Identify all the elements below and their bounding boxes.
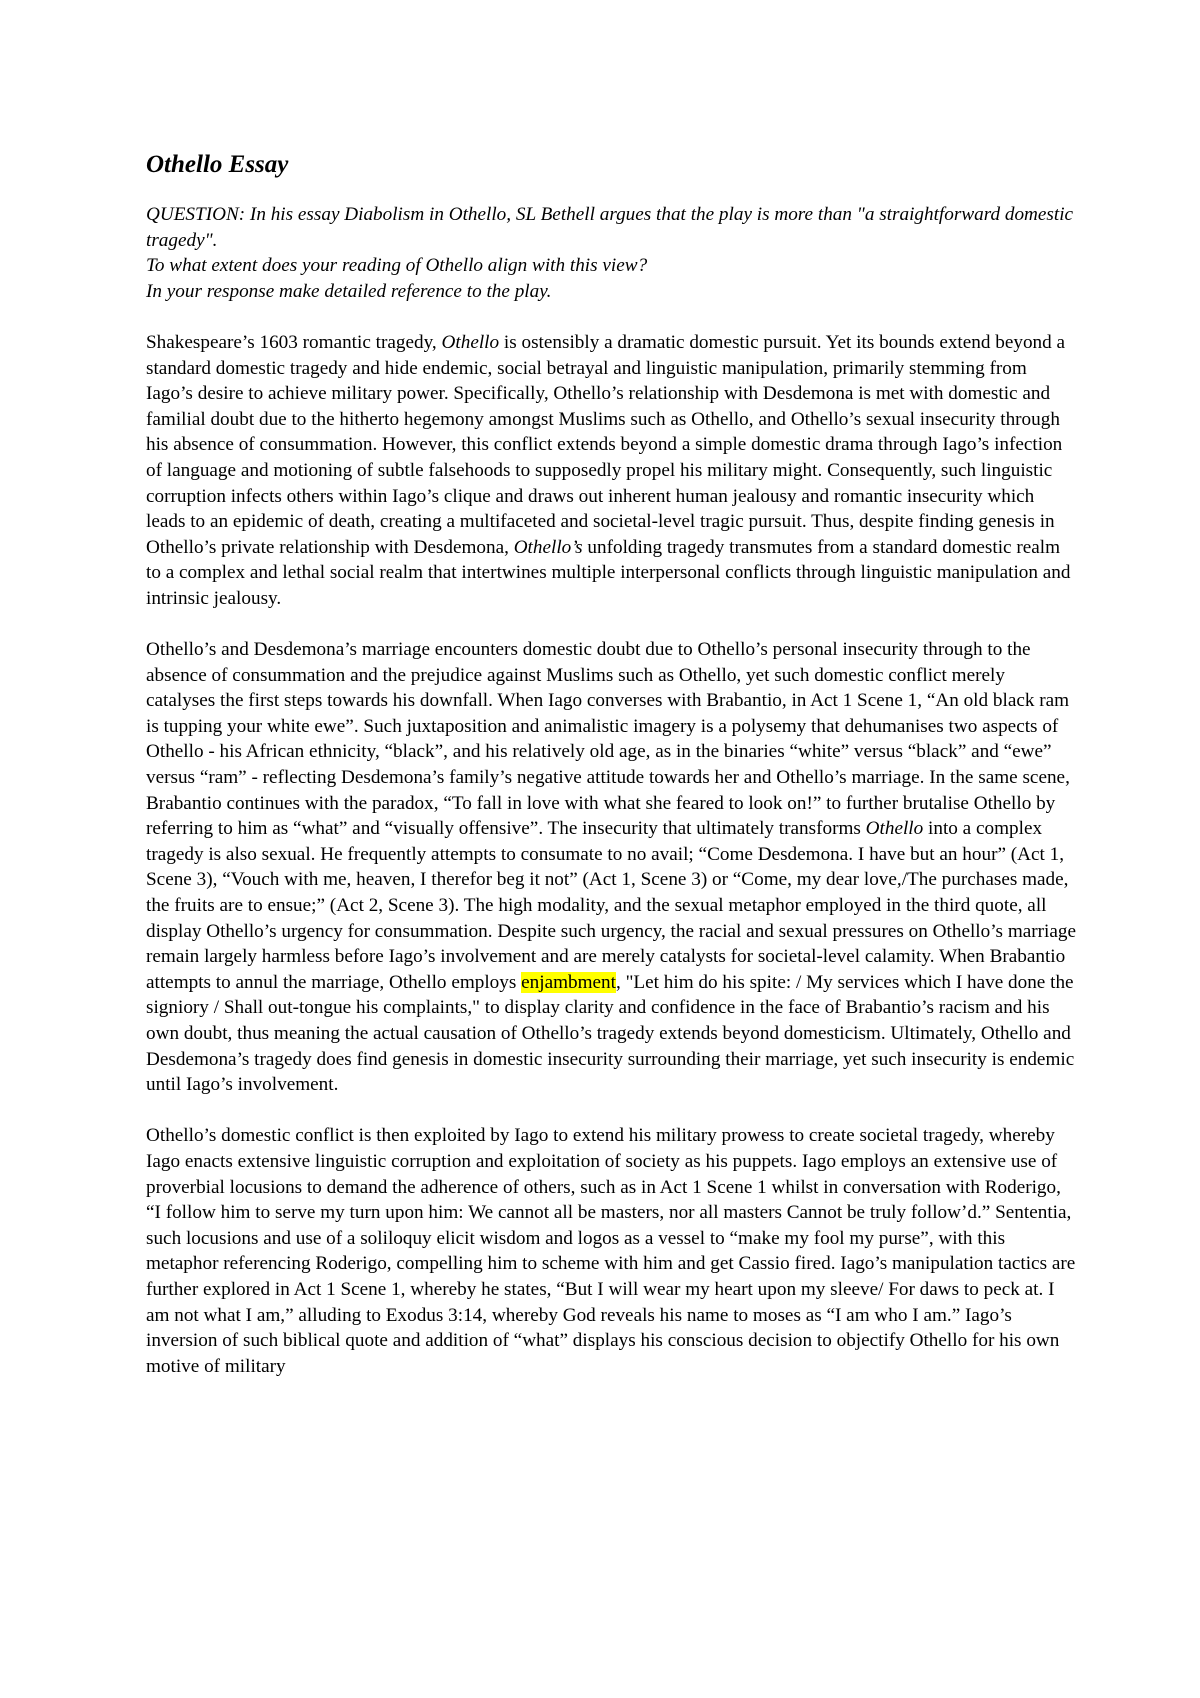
paragraph-body-2 bbox=[146, 1123, 1076, 1379]
text-run: is ostensibly a dramatic domestic pursuit. Yet its bounds extend beyond a standard domestic tragedy and hide endemic, social betrayal and linguistic manipulation, primarily stemming from Iago’s desire to achieve military power. Specifically, Othello’s relationship with Desdemona is met with domestic and familial doubt due to the hitherto hegemony amongst Muslims such as Othello, and Othello’s sexual insecurity through his absence of consummation. However, this conflict extends beyond a simple domestic drama through Iago’s infection of language and motioning of subtle falsehoods to supposedly propel his military might. Consequently, such linguistic corruption infects others within Iago’s clique and draws out inherent human jealousy and romantic insecurity which leads to an epidemic of death, creating a multifaceted and societal-level tragic pursuit. Thus, despite finding genesis in Othello’s private relationship with Desdemona, bbox=[146, 331, 1066, 558]
text-run: Shakespeare’s 1603 romantic tragedy, bbox=[146, 331, 442, 353]
italic-title: Othello’s bbox=[513, 536, 583, 558]
question-line: QUESTION: In his essay Diabolism in Othello, SL Bethell argues that the play is more than "a straightforward domestic tragedy". bbox=[146, 204, 1074, 251]
text-run: Othello’s domestic conflict is then exploited by Iago to extend his military prowess to create societal tragedy, whereby Iago enacts extensive linguistic corruption and exploitation of society as his puppets. Iago employs an extensive use of proverbial locusions to demand the adherence of others, such as in Act 1 Scene 1 whilst in conversation with Roderigo, “I follow him to serve my turn upon him: We cannot all be masters, nor all masters Cannot be truly follow’d.” Sententia, such locusions and use of a soliloquy elicit wisdom and logos as a vessel to “make my fool my purse”, with this metaphor referencing Roderigo, compelling him to scheme with him and get Cassio fired. Iago’s manipulation tactics are further explored in Act 1 Scene 1, whereby he states, “But I will wear my heart upon my sleeve/ For daws to peck at. I am not what I am,” alluding to Exodus 3:14, whereby God reveals his name to moses as “I am who I am.” Iago’s inversion of such biblical quote and addition of “what” displays his conscious decision to objectify Othello for his own motive of military bbox=[146, 1125, 1076, 1377]
essay-title: Othello Essay bbox=[146, 151, 289, 178]
paragraph-introduction bbox=[146, 330, 1076, 612]
question-line: To what extent does your reading of Othello align with this view? bbox=[146, 255, 648, 277]
text-run: unfolding tragedy transmutes from a standard domestic realm to a complex and lethal social realm that intertwines multiple interpersonal conflicts through linguistic manipulation and intrinsic jealousy. bbox=[146, 536, 1071, 609]
highlighted-word: enjambment bbox=[521, 971, 616, 993]
question-line: In your response make detailed reference to the play. bbox=[146, 280, 552, 302]
paragraph-body-1 bbox=[146, 637, 1076, 1098]
italic-title: Othello bbox=[865, 818, 924, 840]
text-run: , "Let him do his spite: / My services which I have done the signiory / Shall out-tongue his complaints," to display clarity and confidence in the face of Brabantio’s racism and his own doubt, thus meaning the actual causation of Othello’s tragedy extends beyond domesticism. Ultimately, Othello and Desdemona’s tragedy does find genesis in domestic insecurity surrounding their marriage, yet such insecurity is endemic until Iago’s involvement. bbox=[146, 971, 1075, 1096]
italic-title: Othello bbox=[441, 331, 500, 353]
text-run: into a complex tragedy is also sexual. He frequently attempts to consumate to no avail; “Come Desdemona. I have but an hour” (Act 1, Scene 3), “Vouch with me, heaven, I therefor beg it not” (Act 1, Scene 3) or “Come, my dear love,/The purchases made, the fruits are to ensue;” (Act 2, Scene 3). The high modality, and the sexual metaphor employed in the third quote, all display Othello’s urgency for consummation. Despite such urgency, the racial and sexual pressures on Othello’s marriage remain largely harmless before Iago’s involvement and are merely catalysts for societal-level calamity. When Brabantio attempts to annul the marriage, Othello employs bbox=[146, 818, 1076, 993]
text-run: Othello’s and Desdemona’s marriage encounters domestic doubt due to Othello’s personal insecurity through to the absence of consummation and the prejudice against Muslims such as Othello, yet such domestic conflict merely catalyses the first steps towards his downfall. When Iago converses with Brabantio, in Act 1 Scene 1, “An old black ram is tupping your white ewe”. Such juxtaposition and animalistic imagery is a polysemy that dehumanises two aspects of Othello - his African ethnicity, “black”, and his relatively old age, as in the binaries “white” versus “black” and “ewe” versus “ram” - reflecting Desdemona’s family’s negative attitude towards her and Othello’s marriage. In the same scene, Brabantio continues with the paradox, “To fall in love with what she feared to look on!” to further brutalise Othello by referring to him as “what” and “visually offensive”. The insecurity that ultimately transforms bbox=[146, 639, 1070, 840]
essay-body bbox=[146, 150, 1076, 1405]
essay-question bbox=[146, 202, 1076, 304]
